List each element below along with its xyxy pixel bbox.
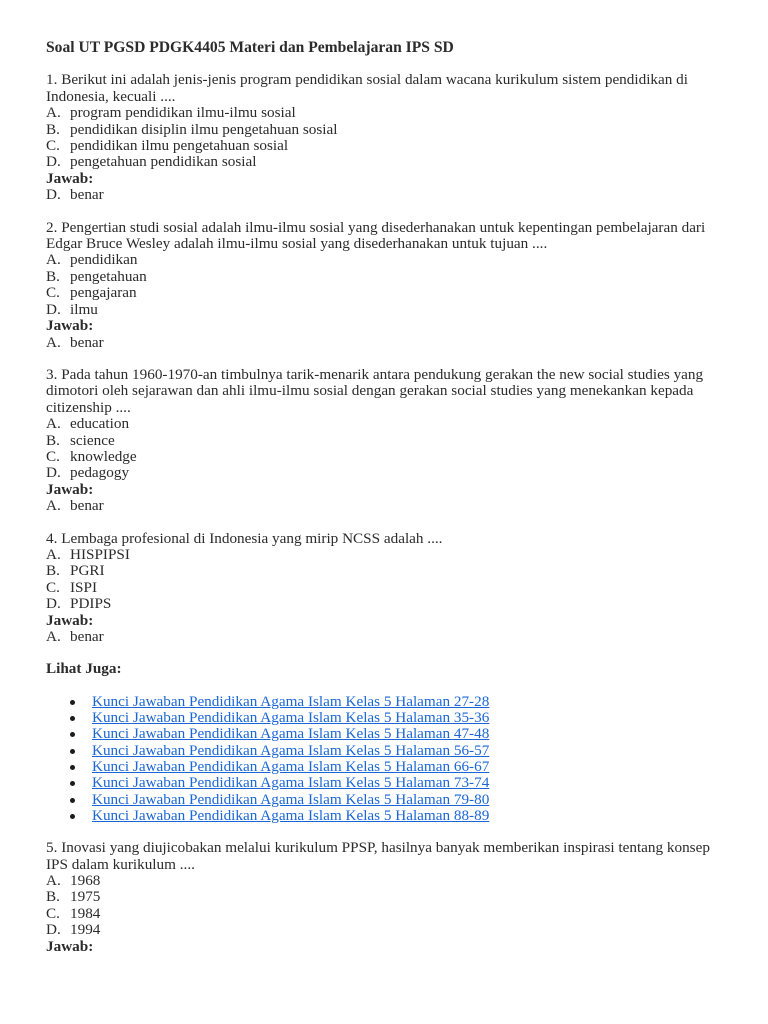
option-letter: B.: [46, 888, 60, 906]
question-text: 3. Pada tahun 1960-1970-an timbulnya tarik-menarik antara pendukung gerakan the new social studies yang dimotori oleh sejarawan dan ahli ilmu-ilmu sosial dengan gerakan social studies yang menekankan kepada citizenship ....: [46, 365, 704, 416]
option-text: pengajaran: [70, 284, 137, 302]
option-a: [46, 252, 728, 268]
option-text: pendidikan: [70, 251, 138, 269]
bullet-icon: [70, 798, 75, 803]
option-text: ISPI: [70, 578, 98, 596]
bullet-icon: [70, 732, 75, 737]
option-letter: A.: [46, 415, 61, 433]
option-letter: D.: [46, 464, 61, 482]
option-letter: D.: [46, 300, 61, 318]
option-letter: D.: [46, 921, 61, 939]
list-item: [46, 694, 728, 710]
option-b: [46, 433, 728, 449]
see-also-link[interactable]: Kunci Jawaban Pendidikan Agama Islam Kelas 5 Halaman 27-28: [92, 692, 490, 710]
answer: [46, 187, 728, 203]
option-letter: D.: [46, 153, 61, 171]
list-item: [46, 726, 728, 742]
option-text: 1994: [70, 921, 101, 939]
option-text: pengetahuan: [70, 267, 147, 285]
option-a: [46, 547, 728, 563]
question-2: [46, 220, 728, 351]
question-3: [46, 367, 728, 515]
jawab-label: Jawab:: [46, 317, 94, 335]
option-b: [46, 889, 728, 905]
question-4: [46, 531, 728, 646]
bullet-icon: [70, 716, 75, 721]
option-letter: B.: [46, 562, 60, 580]
bullet-icon: [70, 814, 75, 819]
list-item: [46, 808, 728, 824]
option-letter: A.: [46, 251, 61, 269]
option-text: knowledge: [70, 447, 137, 465]
option-b: [46, 122, 728, 138]
option-letter: A.: [46, 872, 61, 889]
option-a: [46, 105, 728, 121]
list-item: [46, 759, 728, 775]
answer-text: benar: [70, 186, 104, 204]
question-text: 2. Pengertian studi sosial adalah ilmu-ilmu sosial yang disederhanakan untuk kepentingan pembelajaran dari Edgar Bruce Wesley adalah ilmu-ilmu sosial yang disederhanakan untuk tujuan ....: [46, 218, 706, 253]
option-text: pendidikan disiplin ilmu pengetahuan sosial: [70, 120, 338, 138]
option-d: [46, 302, 728, 318]
question-1: [46, 72, 728, 203]
option-text: pedagogy: [70, 464, 130, 482]
option-letter: B.: [46, 431, 60, 449]
option-d: [46, 154, 728, 170]
see-also-link[interactable]: Kunci Jawaban Pendidikan Agama Islam Kelas 5 Halaman 79-80: [92, 790, 490, 808]
see-also-link[interactable]: Kunci Jawaban Pendidikan Agama Islam Kelas 5 Halaman 73-74: [92, 774, 490, 792]
option-text: ilmu: [70, 300, 98, 318]
bullet-icon: [70, 781, 75, 786]
answer-text: benar: [70, 333, 104, 351]
jawab-label: Jawab:: [46, 611, 94, 629]
bullet-icon: [70, 749, 75, 754]
option-c: [46, 449, 728, 465]
bullet-icon: [70, 700, 75, 705]
option-text: program pendidikan ilmu-ilmu sosial: [70, 104, 296, 122]
option-text: education: [70, 415, 130, 433]
document-title: Soal UT PGSD PDGK4405 Materi dan Pembelajaran IPS SD: [46, 39, 454, 56]
see-also-link[interactable]: Kunci Jawaban Pendidikan Agama Islam Kelas 5 Halaman 66-67: [92, 758, 490, 775]
see-also-heading: Lihat Juga:: [46, 660, 122, 678]
option-letter: A.: [46, 104, 61, 122]
question-text: 5. Inovasi yang diujicobakan melalui kurikulum PPSP, hasilnya banyak memberikan inspirasi tentang konsep IPS dalam kurikulum ....: [46, 839, 710, 873]
option-letter: C.: [46, 904, 60, 922]
answer: [46, 498, 728, 514]
see-also-link[interactable]: Kunci Jawaban Pendidikan Agama Islam Kelas 5 Halaman 56-57: [92, 741, 490, 759]
answer-letter: A.: [46, 497, 61, 515]
see-also-list: [46, 694, 728, 824]
option-letter: B.: [46, 267, 60, 285]
option-text: PGRI: [70, 562, 105, 580]
list-item: [46, 775, 728, 791]
see-also-link[interactable]: Kunci Jawaban Pendidikan Agama Islam Kelas 5 Halaman 47-48: [92, 725, 490, 743]
option-text: HISPIPSI: [70, 545, 130, 563]
see-also-link[interactable]: Kunci Jawaban Pendidikan Agama Islam Kelas 5 Halaman 88-89: [92, 806, 490, 824]
option-d: [46, 465, 728, 481]
option-text: PDIPS: [70, 595, 112, 613]
option-d: [46, 922, 728, 938]
option-letter: B.: [46, 120, 60, 138]
option-text: science: [70, 431, 115, 449]
jawab-label: Jawab:: [46, 169, 94, 187]
answer: [46, 629, 728, 645]
option-c: [46, 906, 728, 922]
option-d: [46, 596, 728, 612]
see-also-link[interactable]: Kunci Jawaban Pendidikan Agama Islam Kelas 5 Halaman 35-36: [92, 709, 490, 727]
answer-letter: D.: [46, 186, 61, 204]
answer-text: benar: [70, 628, 104, 645]
answer-letter: A.: [46, 628, 61, 645]
question-text: 4. Lembaga profesional di Indonesia yang mirip NCSS adalah ....: [46, 529, 443, 547]
option-b: [46, 269, 728, 285]
jawab-label: Jawab:: [46, 480, 94, 498]
option-text: 1968: [70, 872, 101, 889]
option-b: [46, 563, 728, 579]
jawab-label: Jawab:: [46, 937, 94, 955]
answer-letter: A.: [46, 333, 61, 351]
question-5: [46, 840, 728, 955]
option-c: [46, 285, 728, 301]
option-a: [46, 416, 728, 432]
option-text: 1984: [70, 904, 101, 922]
list-item: [46, 792, 728, 808]
option-letter: C.: [46, 284, 60, 302]
option-letter: C.: [46, 137, 60, 155]
option-c: [46, 138, 728, 154]
option-text: pendidikan ilmu pengetahuan sosial: [70, 137, 289, 155]
option-text: pengetahuan pendidikan sosial: [70, 153, 257, 171]
option-letter: C.: [46, 578, 60, 596]
bullet-icon: [70, 765, 75, 770]
option-letter: A.: [46, 545, 61, 563]
answer-text: benar: [70, 497, 104, 515]
option-letter: C.: [46, 447, 60, 465]
list-item: [46, 710, 728, 726]
option-letter: D.: [46, 595, 61, 613]
answer: [46, 335, 728, 351]
option-c: [46, 580, 728, 596]
list-item: [46, 743, 728, 759]
question-text: 1. Berikut ini adalah jenis-jenis program pendidikan sosial dalam wacana kurikulum sistem pendidikan di Indonesia, kecuali ....: [46, 71, 688, 105]
option-text: 1975: [70, 888, 101, 906]
option-a: [46, 873, 728, 889]
